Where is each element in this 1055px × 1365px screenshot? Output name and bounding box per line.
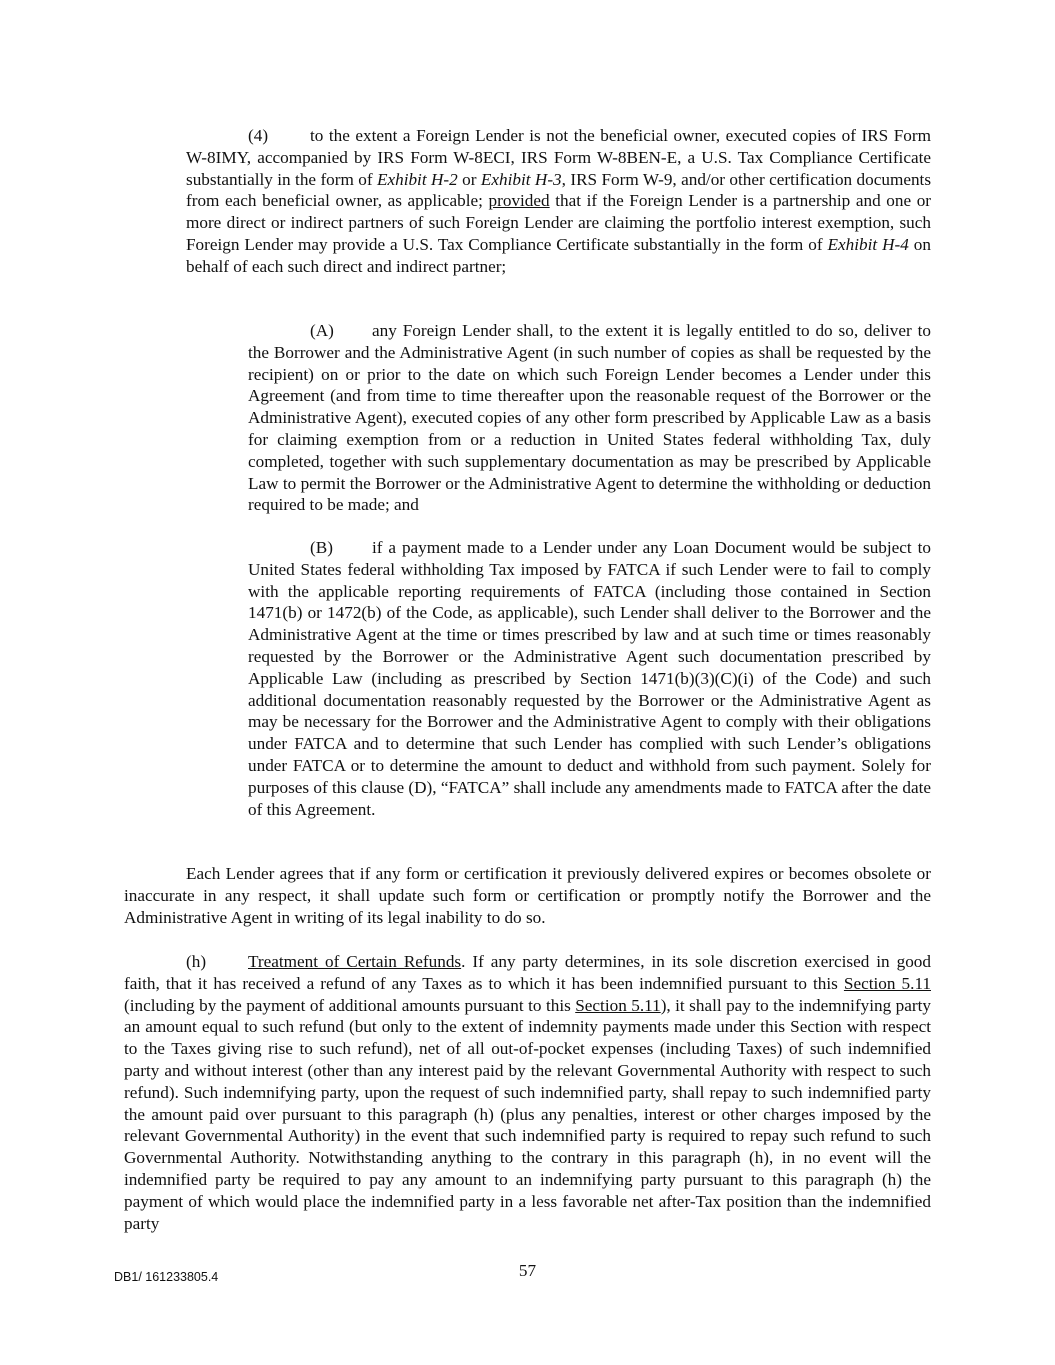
paragraph-4-text-3: , IRS Form W-9, and/or other certification documents from each beneficial owner, as applicable; bbox=[186, 169, 932, 211]
paragraph-4-text-5: on behalf of each such direct and indirect partner; bbox=[186, 234, 931, 276]
paragraph-b-text: if a payment made to a Lender under any Loan Document would be subject to United States federal withholding Tax imposed by FATCA if such Lender were to fail to comply with the applicable reporting requirements of FATCA (including those contained in Section 1471(b) or 1472(b) of the Code, as applicable), such Lender shall deliver to the Borrower and the Administrative Agent at the time or times prescribed by law and at such time or times reasonably requested by the Borrower or the Administrative Agent such documentation prescribed by Applicable Law (including as prescribed by Section 1471(b)(3)(C)(i) of the Code) and such additional documentation reasonably requested by the Borrower or the Administrative Agent as may be necessary for the Borrower and the Administrative Agent to comply with their obligations under FATCA and to determine that such Lender has complied with such Lender’s obligations under FATCA or to determine the amount to deduct and withhold from such payment. Solely for purposes of this clause (D), “FATCA” shall include any amendments made to FATCA after the date of this Agreement. bbox=[248, 538, 931, 819]
paragraph-each-lender bbox=[124, 863, 931, 928]
paragraph-4 bbox=[186, 125, 931, 278]
document-id: DB1/ 161233805.4 bbox=[114, 1270, 219, 1284]
paragraph-h-text-3: ), it shall pay to the indemnifying party an amount equal to such refund (but only to the extent of indemnity payments made under this Section with respect to the Taxes giving rise to such refund), net of all out-of-pocket expenses (including Taxes) of such indemnified party and without interest (other than any interest paid by the relevant Governmental Authority with respect to such refund). Such indemnifying party, upon the request of such indemnified party, shall repay to such indemnified party the amount paid over pursuant to this paragraph (h) (plus any penalties, interest or other charges imposed by the relevant Governmental Authority) in the event that such indemnified party is required to repay such refund to such Governmental Authority. Notwithstanding anything to the contrary in this paragraph (h), in no event will the indemnified party be required to pay any amount to an indemnifying party pursuant to this paragraph (h) the payment of which would place the indemnified party in a less favorable net after-Tax position than the indemnified party bbox=[124, 995, 931, 1233]
paragraph-h-text-1: . If any party determines, in its sole discretion exercised in good faith, that it has received a refund of any Taxes as to which it has been indemnified pursuant to this bbox=[124, 952, 931, 993]
paragraph-each-lender-text: Each Lender agrees that if any form or certification it previously delivered expires or becomes obsolete or inaccurate in any respect, it shall update such form or certification or promptly notify the Borrower and the Administrative Agent in writing of its legal inability to do so. bbox=[124, 864, 931, 927]
section-5-11-ref-2: Section 5.11 bbox=[575, 995, 661, 1015]
exhibit-h4-ref: Exhibit H-4 bbox=[827, 234, 909, 254]
exhibit-h3-ref: Exhibit H-3 bbox=[480, 169, 562, 189]
page-number: 57 bbox=[518, 1261, 537, 1280]
section-5-11-ref-1: Section 5.11 bbox=[843, 973, 931, 993]
provided-term: provided bbox=[488, 191, 550, 211]
paragraph-h bbox=[124, 951, 931, 1234]
paragraph-h-heading: Treatment of Certain Refunds bbox=[248, 952, 462, 971]
paragraph-b bbox=[248, 537, 931, 820]
paragraph-a bbox=[248, 320, 931, 516]
paragraph-h-text-2: (including by the payment of additional amounts pursuant to this bbox=[124, 995, 576, 1015]
paragraph-4-text-1: to the extent a Foreign Lender is not the beneficial owner, executed copies of IRS Form W-8IMY, accompanied by IRS Form W-8ECI, IRS Form W-8BEN-E, a U.S. Tax Compliance Certificate substantially in the form of bbox=[186, 126, 931, 189]
paragraph-4-text-2: or bbox=[457, 169, 481, 189]
exhibit-h2-ref: Exhibit H-2 bbox=[376, 169, 458, 189]
paragraph-a-text: any Foreign Lender shall, to the extent it is legally entitled to do so, deliver to the Borrower and the Administrative Agent (in such number of copies as shall be requested by the recipient) on or prior to the date on which such Foreign Lender becomes a Lender under this Agreement (and from time to time thereafter upon the reasonable request of the Borrower or the Administrative Agent), executed copies of any other form prescribed by Applicable Law as a basis for claiming exemption from or a reduction in United States federal withholding Tax, duly completed, together with such supplementary documentation as may be prescribed by Applicable Law to permit the Borrower or the Administrative Agent to determine the withholding or deduction required to be made; and bbox=[248, 321, 931, 515]
paragraph-a-label: (A) bbox=[310, 321, 334, 340]
paragraph-b-label: (B) bbox=[310, 538, 333, 557]
paragraph-4-label: (4) bbox=[248, 126, 269, 145]
paragraph-4-text-4: that if the Foreign Lender is a partnership and one or more direct or indirect partners of such Foreign Lender are claiming the portfolio interest exemption, such Foreign Lender may provide a U.S. Tax Compliance Certificate substantially in the form of bbox=[186, 191, 932, 254]
paragraph-h-label: (h) bbox=[186, 952, 207, 971]
